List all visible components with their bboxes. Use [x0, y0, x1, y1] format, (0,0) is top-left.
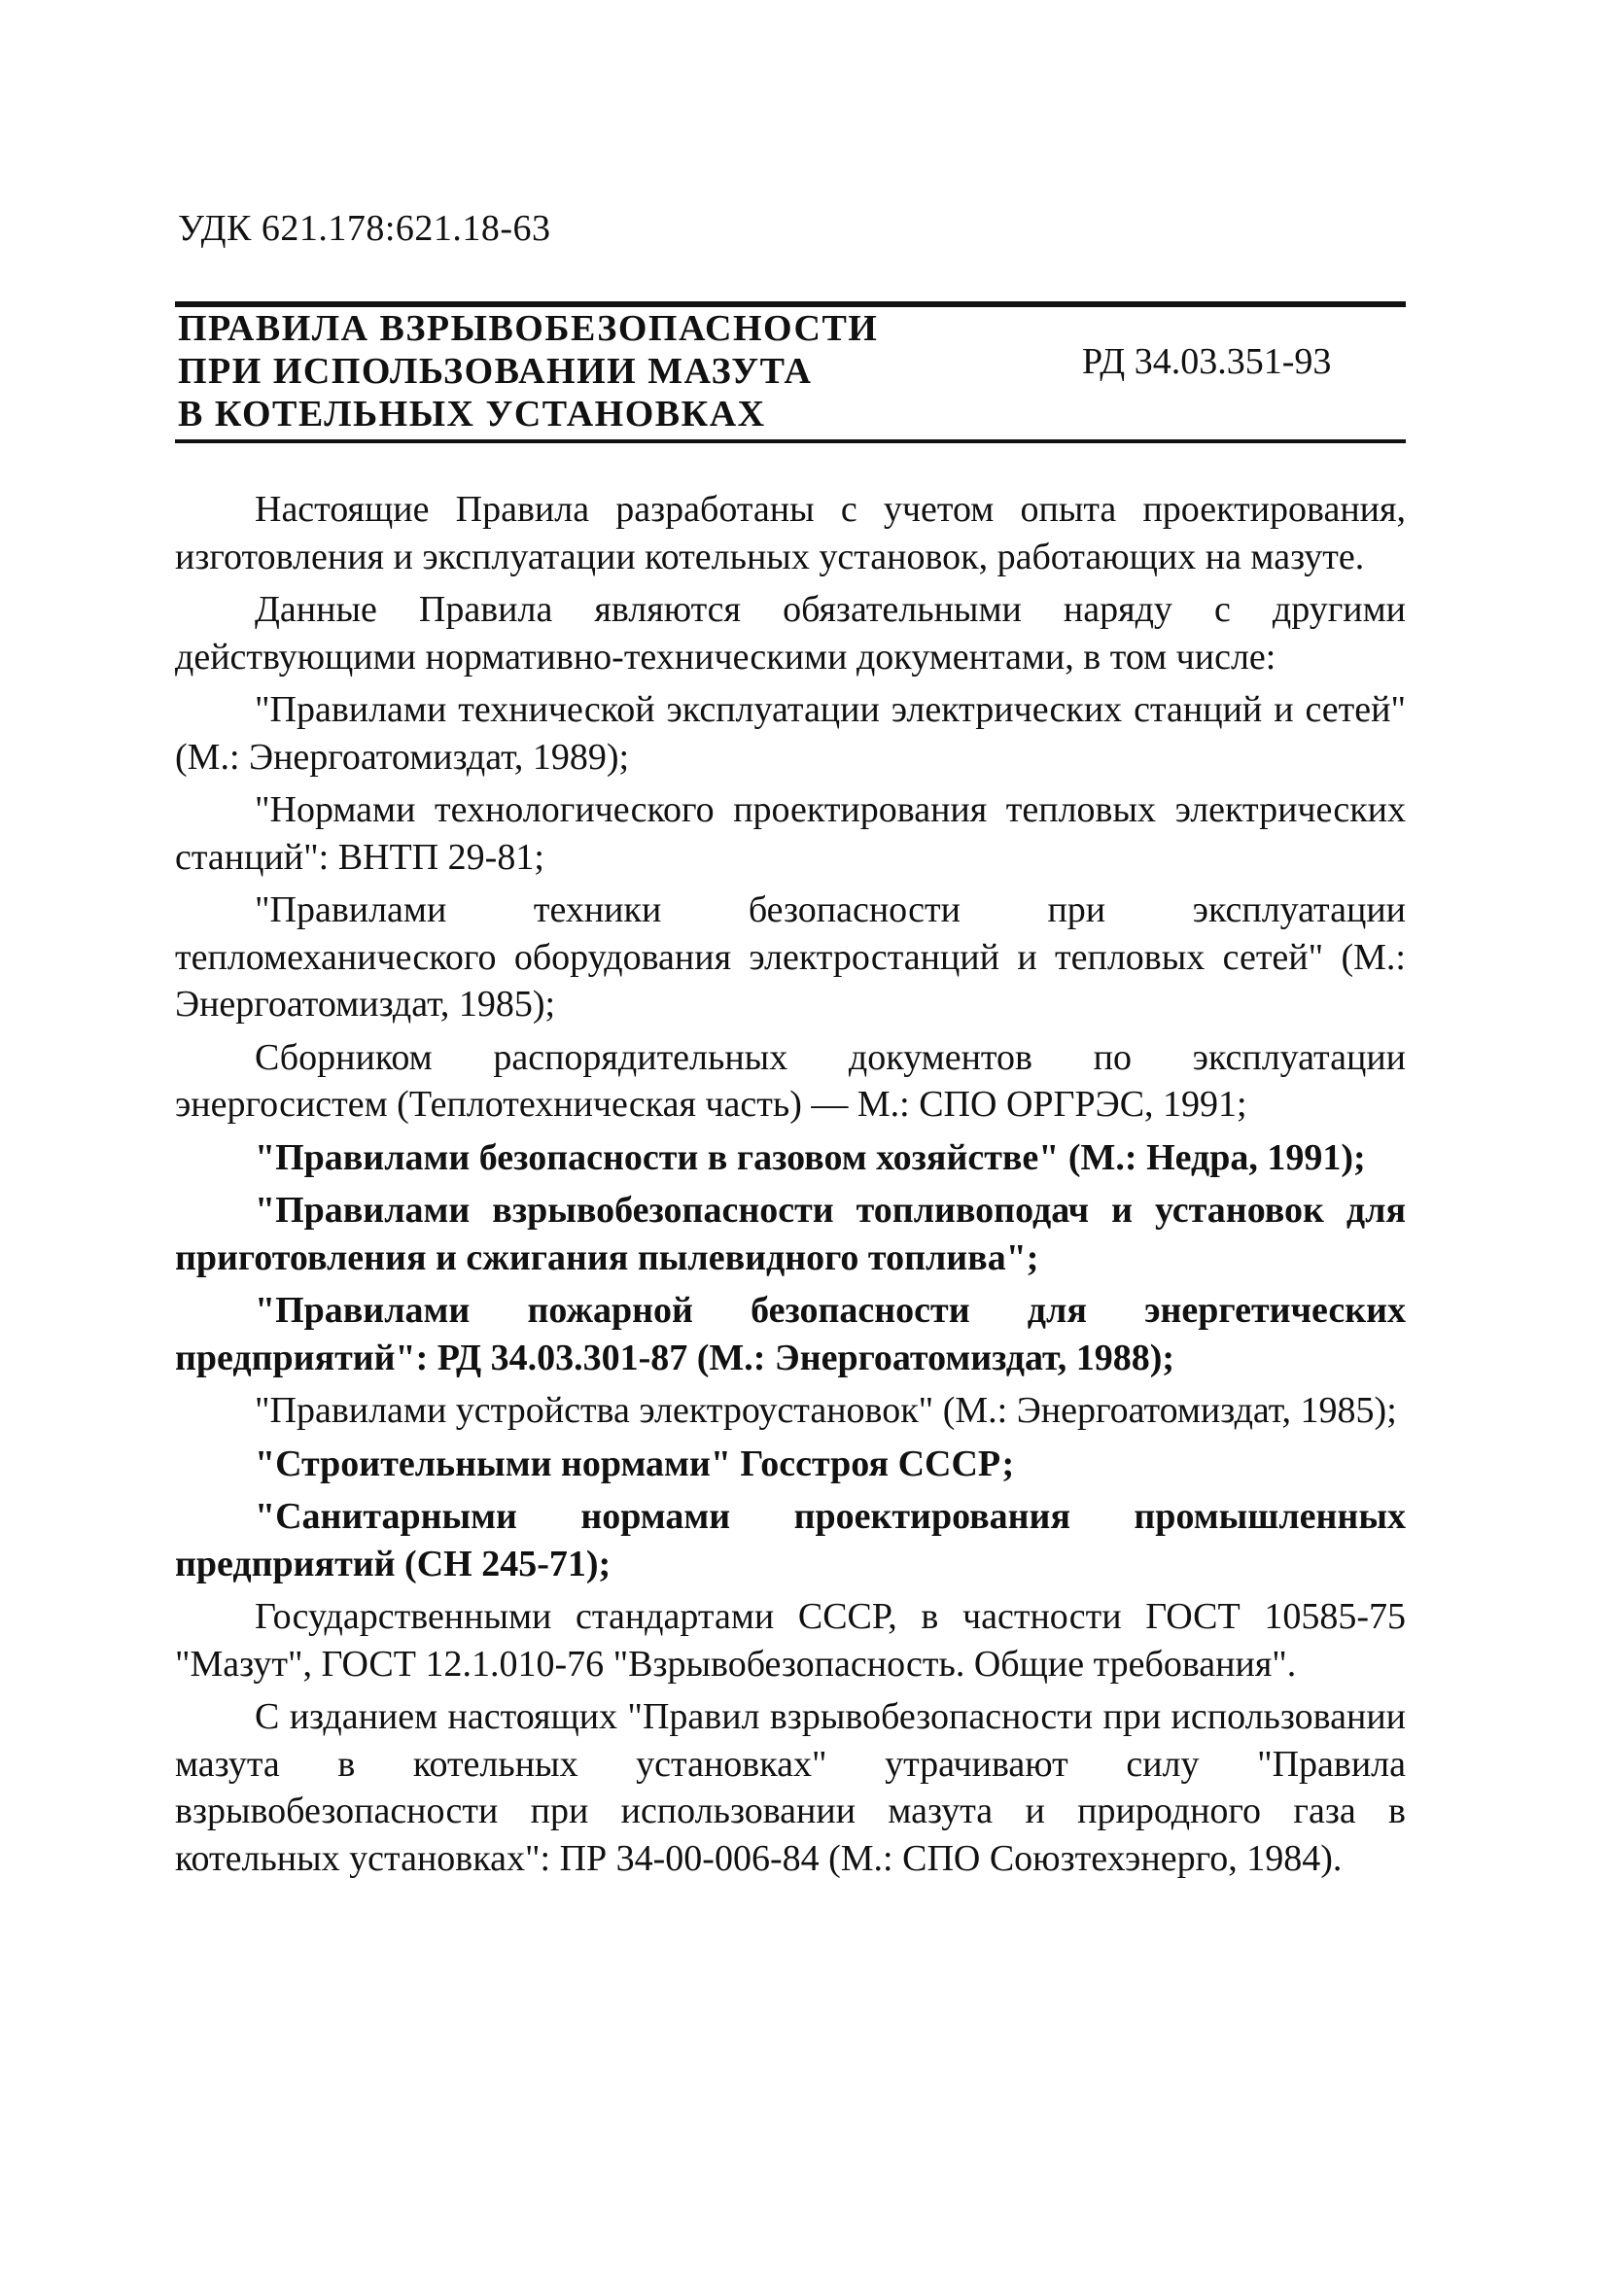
reference-item: "Строительными нормами" Госстроя СССР; [255, 1443, 1015, 1484]
title-line: ПРИ ИСПОЛЬЗОВАНИИ МАЗУТА [178, 351, 813, 392]
udk-code: УДК 621.178:621.18-63 [178, 208, 551, 249]
reference-item: Государственными стандартами СССР, в частности ГОСТ 10585-75 "Мазут", ГОСТ 12.1.010-76 "Взрывобезопасность. Общие требования". [175, 1596, 1406, 1685]
reference-item: "Правилами пожарной безопасности для энергетических предприятий": РД 34.03.301-87 (М.: Энергоатомиздат, 1988); [175, 1290, 1406, 1378]
document-title [178, 307, 878, 435]
document-body [175, 486, 1406, 1888]
reference-item: "Правилами взрывобезопасности топливоподач и установок для приготовления и сжигания пылевидного топлива"; [175, 1190, 1406, 1278]
title-line: ПРАВИЛА ВЗРЫВОБЕЗОПАСНОСТИ [178, 308, 879, 349]
reference-item: "Санитарными нормами проектирования промышленных предприятий (СН 245-71); [175, 1496, 1406, 1584]
reference-item: "Правилами безопасности в газовом хозяйстве" (М.: Недра, 1991); [255, 1136, 1366, 1178]
reference-item: "Правилами техники безопасности при эксплуатации тепломеханического оборудования электростанций и тепловых сетей" (М.: Энергоатомиздат, 1985); [175, 889, 1406, 1025]
header-rule-bottom [175, 439, 1406, 443]
reference-item: "Правилами технической эксплуатации электрических станций и сетей" (М.: Энергоатомиздат, 1989); [175, 689, 1406, 778]
reference-item: "Нормами технологического проектирования тепловых электрических станций": ВНТП 29-81; [175, 789, 1406, 878]
reference-item: "Правилами устройства электроустановок" (М.: Энергоатомиздат, 1985); [255, 1390, 1397, 1431]
document-code: РД 34.03.351-93 [1082, 341, 1332, 382]
paragraph-scope: Данные Правила являются обязательными наряду с другими действующими нормативно-техническими документами, в том числе: [175, 589, 1406, 678]
paragraph-supersedes: С изданием настоящих "Правил взрывобезопасности при использовании мазута в котельных установках" утрачивают силу "Правила взрывобезопасности при использовании мазута и природного газа в котельных установках": ПР 34-00-006-84 (М.: СПО Союзтехэнерго, 1984). [175, 1696, 1406, 1879]
paragraph-intro: Настоящие Правила разработаны с учетом опыта проектирования, изготовления и эксплуатации котельных установок, работающих на мазуте. [175, 489, 1406, 577]
reference-item: Сборником распорядительных документов по эксплуатации энергосистем (Теплотехническая часть) — М.: СПО ОРГРЭС, 1991; [175, 1036, 1406, 1125]
title-line: В КОТЕЛЬНЫХ УСТАНОВКАХ [178, 394, 766, 435]
